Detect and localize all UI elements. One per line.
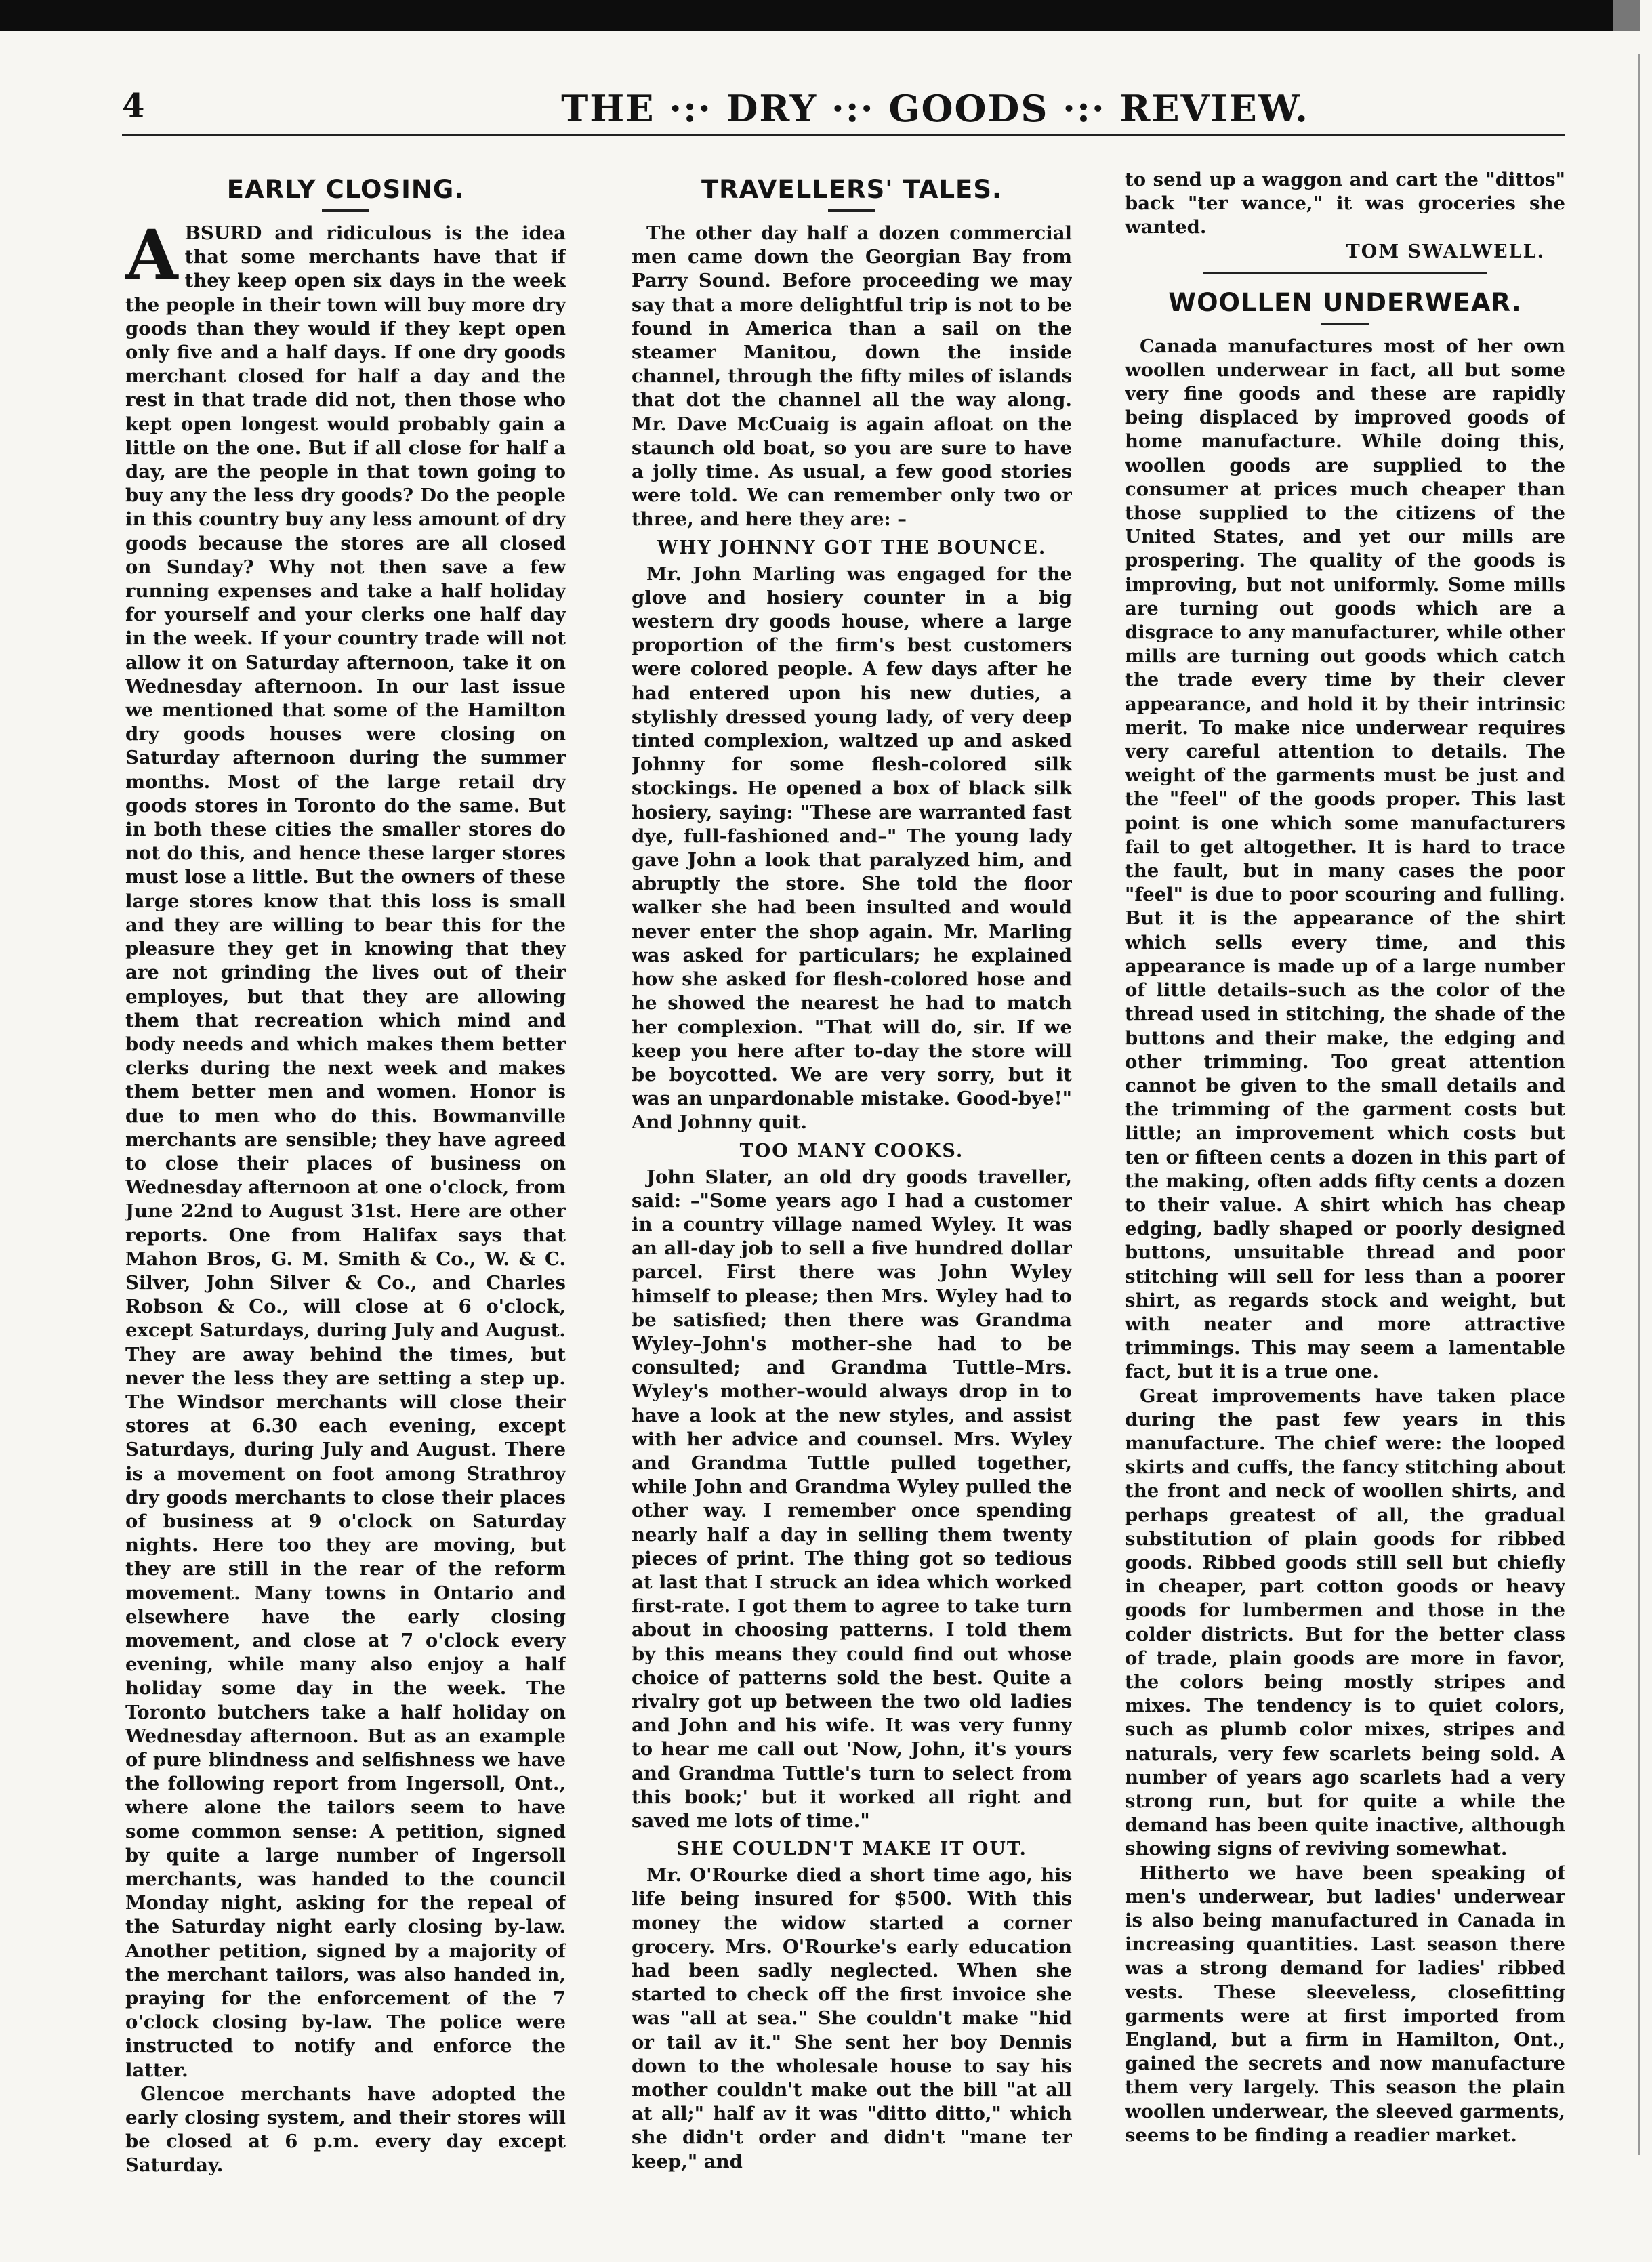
story-heading: TOO MANY COOKS. bbox=[739, 1140, 964, 1161]
paragraph-text: BSURD and ridiculous is the idea that some merchants have that if they keep open six days in the week the people in their town will buy more dry goods than they would if they kept open only five and a half days. If one dry goods merchant closed for half a day and the rest in that trade did not, then those who kept open longest would probably gain a little on the one. But if all close for half a day, are the people in that town going to buy any the less dry goods? Do the people in this country buy any less amount of dry goods because the stores are all closed on Sunday? Why not then save a few running expenses and take a half holiday for yourself and your clerks one half day in the week. If your country trade will not allow it on Saturday afternoon, take it on Wednesday afternoon. In our last issue we mentioned that some of the Hamilton dry goods houses were closing on Saturday afternoon during the summer months. Most of the large retail dry goods stores in Toronto do the same. But in both these cities the smaller stores do not do this, and hence these larger stores must lose a little. But the owners of these large stores know that this loss is small and they are willing to bear this for the pleasure they get in knowing that they are not grinding the lives out of their employes, but that they are allowing them that recreation which mind and body needs and which makes them better clerks during the next week and makes them better men and women. Honor is due to men who do this. Bowmanville merchants are sensible; they have agreed to close their places of business on Wednesday afternoon at one o'clock, from June 22nd to August 31st. Here are other reports. One from Halifax says that Mahon Bros, G. M. Smith & Co., W. & C. Silver, John Silver & Co., and Charles Robson & Co., will close at 6 o'clock, except Saturdays, during July and August. They are away behind the times, but never the less they are setting a step up. The Windsor merchants will close their stores at 6.30 each evening, except Saturdays, during July and August. There is a movement on foot among Strathroy dry goods merchants to close their places of business at 9 o'clock on Saturday nights. Here too they are moving, but they are still in the rear of the reform movement. Many towns in Ontario and elsewhere have the early closing movement, and close at 7 o'clock every evening, while many also enjoy a half holiday some day in the week. The Toronto butchers take a half holiday on Wednesday afternoon. But as an example of pure blindness and selfishness we have the following report from Ingersoll, Ont., where alone the tailors seem to have some common sense: A petition, signed by quite a large number of Ingersoll merchants, was handed to the council Monday night, asking for the repeal of the Saturday night early closing by-law. Another petition, signed by a majority of the merchant tailors, was also handed in, praying for the enforcement of the 7 o'clock closing by-law. The police were instructed to notify and enforce the latter. bbox=[125, 222, 566, 2081]
article-paragraph: Great improvements have taken place during the past few years in this manufacture. The chief were: the looped skirts and cuffs, the fancy stitching about the front and neck of woollen shirts, and perhaps greatest of all, the gradual substitution of plain goods for ribbed goods. Ribbed goods still sell but chiefly in cheaper, part cotton goods or heavy goods for lumbermen and those in the colder districts. But for the better class of trade, plain goods are more in favor, the colors being mostly stripes and mixes. The tendency is to quiet colors, such as plumb color mixes, stripes and naturals, very few scarlets being sold. A number of years ago scarlets had a very strong run, but for quite a while the demand has been quite inactive, although showing signs of reviving somewhat. bbox=[1125, 1384, 1565, 1860]
article-paragraph: Mr. John Marling was engaged for the glove and hosiery counter in a big western dry goods house, where a large proportion of the firm's best customers were colored people. A few days after he had entered upon his new duties, a stylishly dressed young lady, of very deep tinted complexion, waltzed up and asked Johnny for some flesh-colored silk stockings. He opened a box of black silk hosiery, saying: "These are warranted fast dye, full-fashioned and–" The young lady gave John a look that paralyzed him, and abruptly the store. She told the floor walker she had been insulted and would never enter the shop again. Mr. Marling was asked for particulars; he explained how she asked for flesh-colored hose and he showed the nearest he had to match her complexion. "That will do, sir. If we keep you here after to-day the store will be boycotted. We are very sorry, but it was an unpardonable mistake. Good-bye!" And Johnny quit. bbox=[632, 562, 1072, 1134]
column-early-closing bbox=[125, 168, 566, 2201]
masthead-title: THE ·:· DRY ·:· GOODS ·:· REVIEW. bbox=[561, 87, 1309, 130]
article-paragraph: Mr. O'Rourke died a short time ago, his life being insured for $500. With this money the widow started a corner grocery. Mrs. O'Rourke's early education had been sadly neglected. When she started to check off the first invoice she was "all at sea." She couldn't make "hid or tail av it." She sent her boy Dennis down to the wholesale house to say his mother couldn't make out the bill "at all at all;" half av it was "ditto ditto," which she didn't order and didn't "mane ter keep," and bbox=[632, 1864, 1072, 2173]
article-paragraph: Glencoe merchants have adopted the early closing system, and their stores will be closed at 6 p.m. every day except Saturday. bbox=[125, 2082, 566, 2177]
top-scan-bar-edge bbox=[1613, 0, 1640, 31]
article-paragraph: John Slater, an old dry goods traveller, said: –"Some years ago I had a customer in a country village named Wyley. It was an all-day job to sell a five hundred dollar parcel. First there was John Wyley himself to please; then Mrs. Wyley had to be satisfied; then there was Grandma Wyley–John's mother–she had to be consulted; and Grandma Tuttle–Mrs. Wyley's mother–would always drop in to have a look at the new styles, and assist with her advice and counsel. Mrs. Wyley and Grandma Tuttle pulled together, while John and Grandma Wyley pulled the other way. I remember once spending nearly half a day in selling them twenty pieces of print. The thing got so tedious at last that I struck an idea which worked first-rate. I got them to agree to take turn about in choosing patterns. I told them by this means they could find out whose choice of patterns sold the best. Quite a rivalry got up between the two old ladies and John and his wife. It was very funny to hear me call out 'Now, John, it's yours and Grandma Tuttle's turn to select from this book;' but it worked all right and saved me lots of time." bbox=[632, 1166, 1072, 1832]
article-title-early-closing: EARLY CLOSING. bbox=[226, 175, 465, 204]
page-number: 4 bbox=[122, 87, 145, 125]
article-title-travellers-tales: TRAVELLERS' TALES. bbox=[701, 175, 1003, 204]
article-paragraph: The other day half a dozen commercial men came down the Georgian Bay from Parry Sound. Before proceeding we may say that a more delightful trip is not to be found in America than a sail on the steamer Manitou, down the inside channel, through the fifty miles of islands that dot the channel all the way along. Mr. Dave McCuaig is again afloat on the staunch old boat, so you are sure to have a jolly time. As usual, a few good stories were told. We can remember only two or three, and here they are: – bbox=[632, 222, 1072, 531]
article-paragraph bbox=[125, 215, 566, 2082]
scan-margin-line bbox=[1638, 54, 1640, 2155]
drop-cap: A bbox=[125, 215, 178, 295]
title-dash bbox=[828, 209, 875, 212]
continued-paragraph: to send up a waggon and cart the "dittos" back "ter wance," it was groceries she wanted. bbox=[1125, 169, 1565, 239]
article-title-woollen-underwear: WOOLLEN UNDERWEAR. bbox=[1168, 287, 1522, 317]
title-dash bbox=[1321, 323, 1369, 325]
page-header bbox=[122, 87, 1565, 141]
section-divider bbox=[1203, 272, 1487, 274]
header-rule bbox=[122, 134, 1565, 136]
article-paragraph: Hitherto we have been speaking of men's underwear, but ladies' underwear is also being manufactured in Canada in increasing quantities. Last season there was a strong demand for ladies' ribbed vests. These sleeveless, closefitting garments were at first imported from England, but a firm in Hamilton, Ont., gained the secrets and now manufacture them very largely. This season the plain woollen underwear, the sleeved garments, seems to be finding a readier market. bbox=[1125, 1862, 1565, 2146]
title-dash bbox=[322, 209, 369, 212]
column-travellers-tales bbox=[632, 168, 1072, 2201]
author-signature: TOM SWALWELL. bbox=[1346, 241, 1545, 262]
column-woollen-underwear bbox=[1125, 168, 1565, 2201]
top-scan-bar bbox=[0, 0, 1613, 31]
story-heading: SHE COULDN'T MAKE IT OUT. bbox=[676, 1838, 1027, 1860]
article-paragraph: Canada manufactures most of her own woollen underwear in fact, all but some very fine goods and these are rapidly being displaced by improved goods of home manufacture. While doing this, woollen goods are supplied to the consumer at prices much cheaper than those supplied to the citizens of the United States, and yet our mills are prospering. The quality of the goods is improving, but not uniformly. Some mills are turning out goods which are a disgrace to any manufacturer, while other mills are turning out goods which catch the trade every time by their clever appearance, and hold it by their intrinsic merit. To make nice underwear requires very careful attention to details. The weight of the garments must be just and the "feel" of the goods proper. This last point is one which some manufacturers fail to get altogether. It is hard to trace the fault, but in many cases the poor "feel" is due to poor scouring and fulling. But it is the appearance of the shirt which sells every time, and this appearance is made up of a large number of little details–such as the color of the thread used in stitching, the shade of the buttons and their make, the edging and other trimming. Too great attention cannot be given to the small details and the trimming of the garment costs but little; an improvement which costs but ten or fifteen cents a dozen in this part of the making, often adds fifty cents a dozen to their value. A shirt which has cheap edging, badly shaped or poorly designed buttons, unsuitable thread and poor stitching will sell for less than a poorer shirt, as regards stock and weight, but with neater and more attractive trimmings. This may seem a lamentable fact, but it is a true one. bbox=[1125, 335, 1565, 1383]
story-heading: WHY JOHNNY GOT THE BOUNCE. bbox=[657, 537, 1047, 558]
